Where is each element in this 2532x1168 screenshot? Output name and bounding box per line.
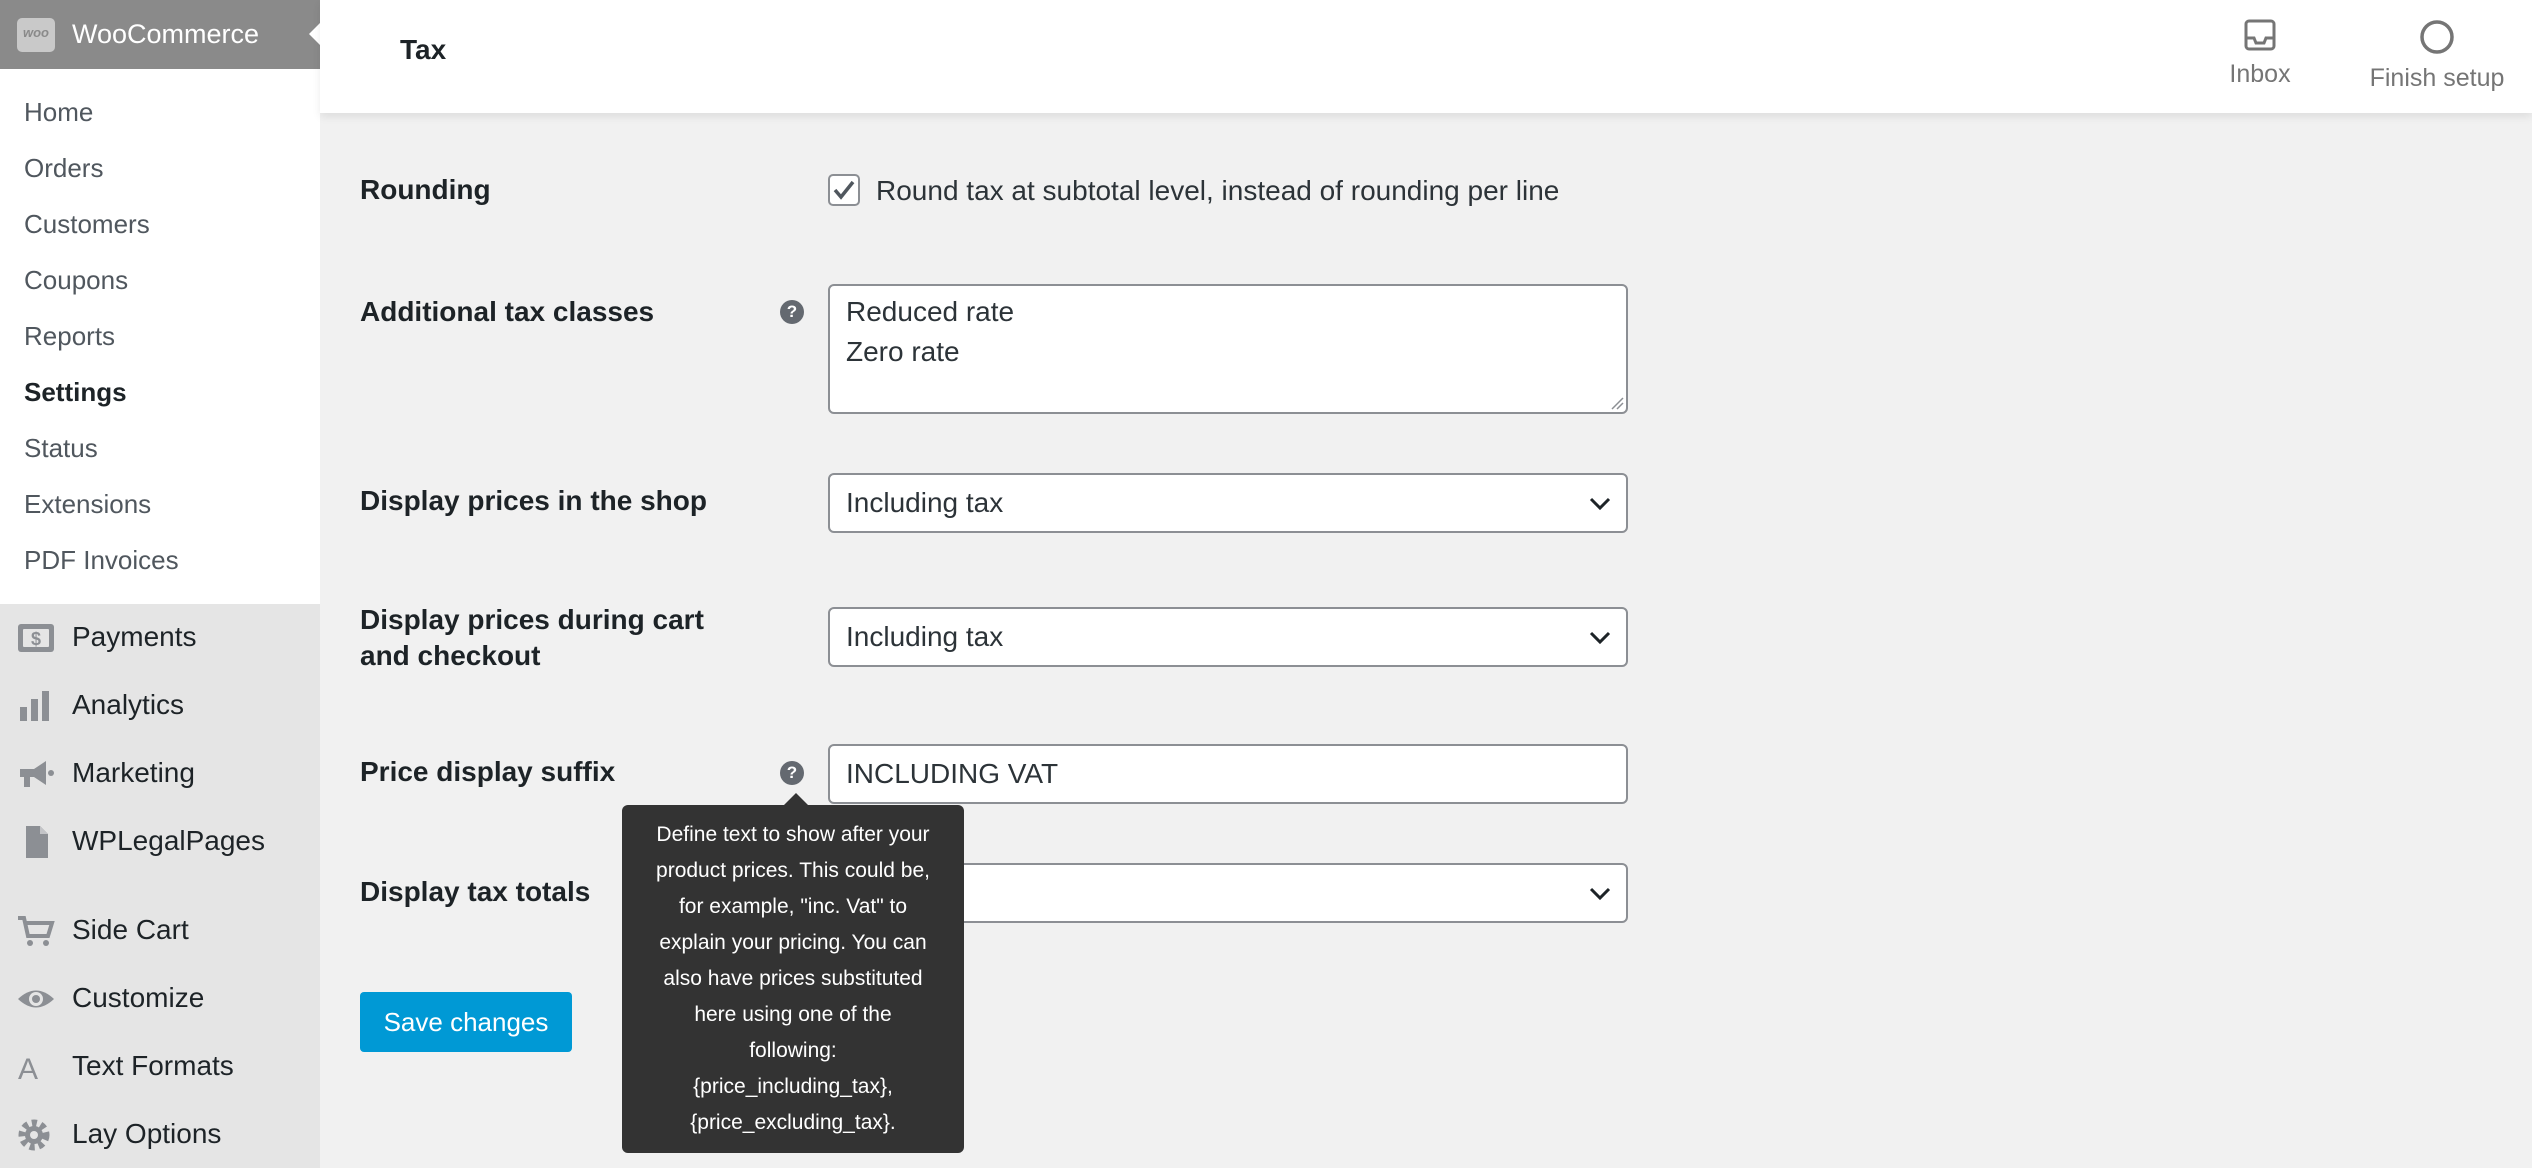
- finish-setup-button[interactable]: [2352, 12, 2522, 102]
- tooltip-line: here using one of the: [694, 1003, 892, 1026]
- submenu-item-status[interactable]: Status: [24, 433, 98, 463]
- display-shop-select[interactable]: [828, 473, 1628, 533]
- page-title: Tax: [400, 34, 447, 65]
- woocommerce-submenu: [0, 69, 320, 604]
- checkmark-icon: [830, 176, 858, 204]
- tooltip-line: Define text to show after your: [656, 823, 930, 846]
- text-format-icon: [16, 1050, 56, 1084]
- woocommerce-logo-icon: woo: [17, 18, 55, 52]
- tax-classes-label: Additional tax classes: [360, 296, 655, 327]
- svg-text:A: A: [17, 1053, 39, 1084]
- woocommerce-menu-header[interactable]: [0, 0, 320, 69]
- display-cart-select[interactable]: [828, 607, 1628, 667]
- display-cart-label-line: and checkout: [360, 640, 541, 671]
- inbox-button[interactable]: [2210, 12, 2310, 102]
- menu-item-marketing[interactable]: [0, 743, 320, 803]
- tooltip-line: product prices. This could be,: [656, 859, 930, 882]
- finish-setup-label: Finish setup: [2369, 64, 2505, 92]
- tax-classes-textarea[interactable]: [828, 284, 1628, 414]
- tax-classes-help-icon[interactable]: ?: [780, 300, 804, 324]
- progress-circle-icon: [2418, 18, 2456, 56]
- woocommerce-title: WooCommerce: [72, 19, 260, 49]
- save-changes-button[interactable]: Save changes: [360, 992, 572, 1052]
- top-bar: [320, 0, 2532, 113]
- admin-sidebar: [0, 0, 320, 1168]
- chevron-down-icon: [1588, 627, 1612, 649]
- tooltip-line: for example, "inc. Vat" to: [678, 895, 908, 918]
- tax-totals-label: Display tax totals: [360, 876, 591, 907]
- chevron-down-icon: [1588, 883, 1612, 905]
- menu-label: WPLegalPages: [72, 825, 266, 856]
- suffix-input[interactable]: INCLUDING VAT: [828, 744, 1628, 804]
- menu-item-lay-options[interactable]: [0, 1104, 320, 1164]
- submenu-item-pdf-invoices[interactable]: PDF Invoices: [24, 545, 179, 575]
- display-shop-label: Display prices in the shop: [360, 485, 707, 516]
- tax-class-line: Reduced rate: [846, 296, 1015, 327]
- gear-icon: [16, 1118, 56, 1152]
- submenu-item-coupons[interactable]: Coupons: [24, 265, 129, 295]
- menu-label: Customize: [72, 982, 205, 1013]
- suffix-help-icon[interactable]: ?: [780, 761, 804, 785]
- menu-label: Marketing: [72, 757, 195, 788]
- menu-label: Text Formats: [72, 1050, 234, 1081]
- menu-item-payments[interactable]: [0, 607, 320, 667]
- submenu-item-home[interactable]: Home: [24, 97, 94, 127]
- svg-text:$: $: [30, 629, 42, 649]
- submenu-item-orders[interactable]: Orders: [24, 153, 104, 183]
- cart-icon: [16, 914, 56, 948]
- menu-label: Analytics: [72, 689, 185, 720]
- tooltip-line: also have prices substituted: [663, 967, 923, 990]
- menu-item-side-cart[interactable]: [0, 900, 320, 960]
- menu-item-wplegalpages[interactable]: [0, 811, 320, 871]
- tooltip-line: {price_including_tax},: [693, 1075, 893, 1098]
- tooltip-line: {price_excluding_tax}.: [690, 1111, 896, 1134]
- menu-label: Payments: [72, 621, 197, 652]
- display-cart-value: Including tax: [846, 621, 1004, 652]
- tooltip-line: following:: [749, 1039, 837, 1062]
- display-cart-label: [360, 602, 704, 674]
- menu-item-text-formats[interactable]: [0, 1036, 320, 1096]
- menu-label: Side Cart: [72, 914, 189, 945]
- suffix-help-tooltip: [622, 805, 964, 1153]
- display-cart-label-line: Display prices during cart: [360, 604, 704, 635]
- inbox-icon: [2243, 18, 2277, 52]
- submenu-item-extensions[interactable]: Extensions: [24, 489, 152, 519]
- menu-label: Lay Options: [72, 1118, 222, 1149]
- rounding-checkbox-label[interactable]: Round tax at subtotal level, instead of rounding per line: [876, 175, 1560, 206]
- rounding-label: Rounding: [360, 174, 491, 205]
- submenu-item-reports[interactable]: Reports: [24, 321, 116, 351]
- payments-icon: [16, 621, 56, 655]
- analytics-icon: [16, 689, 56, 723]
- suffix-label: Price display suffix: [360, 756, 616, 787]
- rounding-checkbox[interactable]: [828, 174, 860, 206]
- tax-class-line: Zero rate: [846, 336, 960, 367]
- resize-grip-icon[interactable]: [1610, 396, 1624, 410]
- marketing-icon: [16, 757, 56, 791]
- page-icon: [16, 825, 56, 859]
- inbox-label: Inbox: [2229, 60, 2291, 88]
- submenu-item-settings[interactable]: Settings: [24, 377, 127, 407]
- menu-item-analytics[interactable]: [0, 675, 320, 735]
- menu-item-customize[interactable]: [0, 968, 320, 1028]
- eye-icon: [16, 982, 56, 1016]
- display-shop-value: Including tax: [846, 487, 1004, 518]
- submenu-item-customers[interactable]: Customers: [24, 209, 150, 239]
- tooltip-line: explain your pricing. You can: [659, 931, 927, 954]
- chevron-down-icon: [1588, 493, 1612, 515]
